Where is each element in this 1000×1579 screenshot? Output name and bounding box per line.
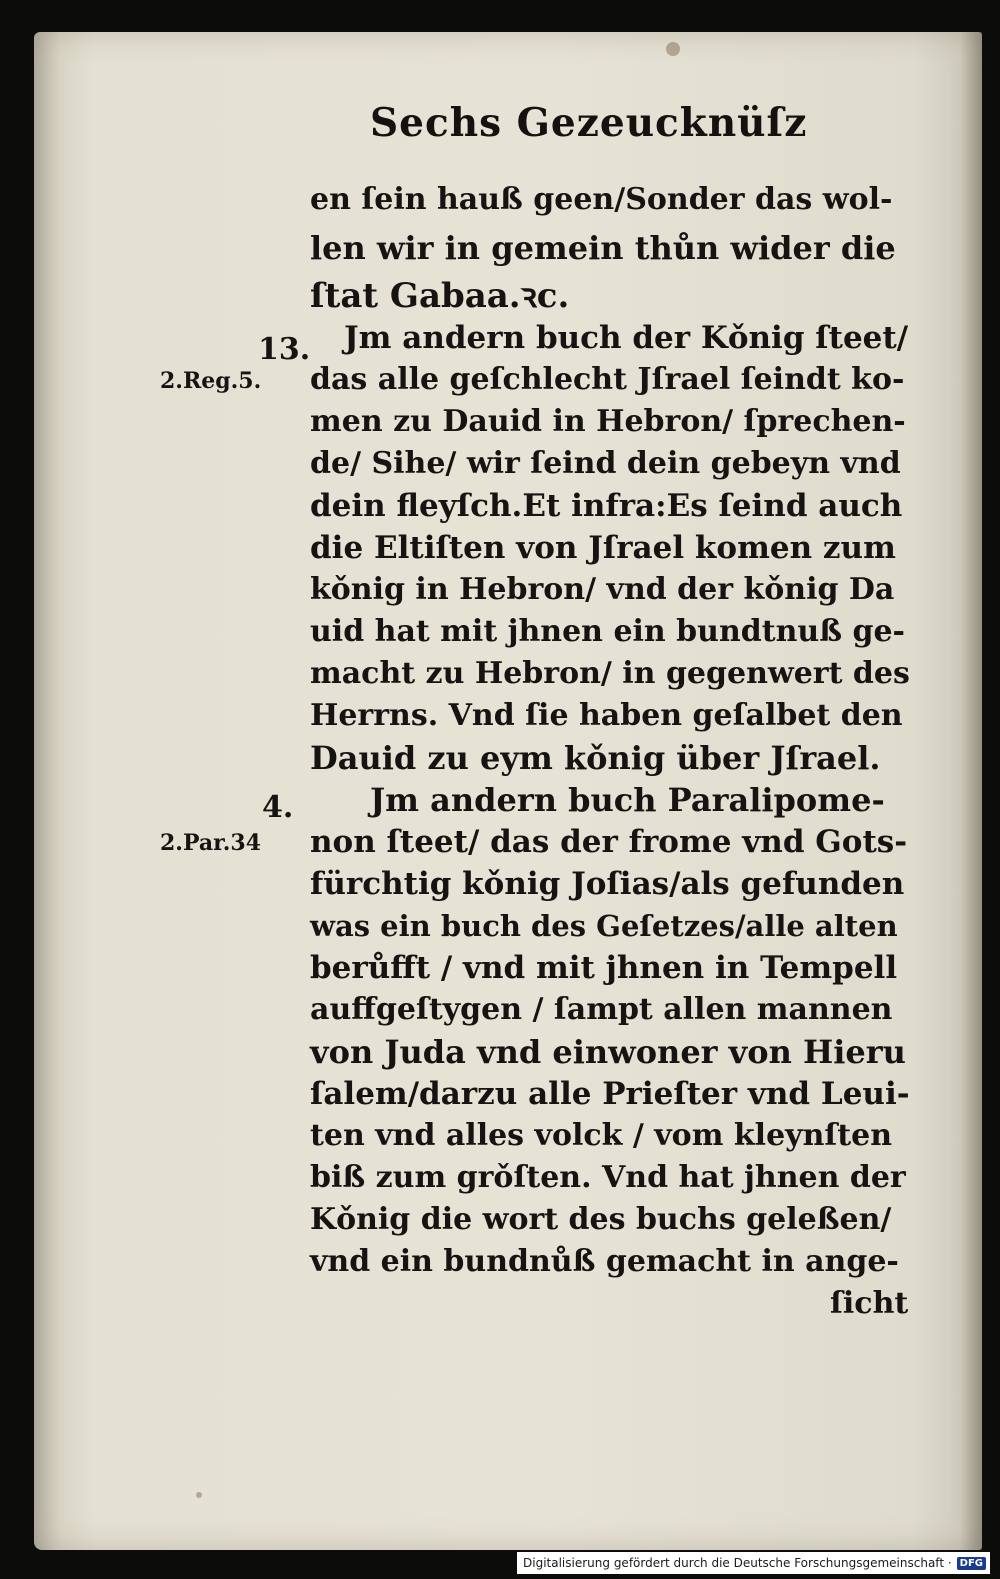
text-line: macht zu Hebron/ in gegenwert des bbox=[310, 656, 910, 691]
text-line: die Eltiſten von Jſrael komen zum bbox=[310, 530, 896, 566]
text-line: Jm andern buch der Kǒnig ſteet/ bbox=[344, 320, 909, 356]
catchword: ſicht bbox=[830, 1286, 909, 1321]
margin-note-reference-reg: 2.Reg.5. bbox=[160, 368, 262, 394]
margin-note-section-13: 13. bbox=[258, 332, 311, 367]
text-line: non ſteet/ das der frome vnd Gots- bbox=[310, 824, 908, 860]
text-line: vnd ein bundnůß gemacht in ange- bbox=[310, 1244, 899, 1279]
text-line: uid hat mit jhnen ein bundtnuß ge- bbox=[310, 614, 905, 649]
running-header: Sechs Gezeucknüſz bbox=[370, 100, 808, 146]
text-line: berůfft / vnd mit jhnen in Tempell bbox=[310, 950, 898, 986]
margin-note-reference-par: 2.Par.34 bbox=[160, 830, 262, 856]
credit-text: Digitalisierung gefördert durch die Deutsche Forschungsgemeinschaft · bbox=[523, 1556, 952, 1570]
text-line: Jm andern buch Paralipome- bbox=[370, 781, 885, 819]
text-line: ſalem/darzu alle Prieſter vnd Leui- bbox=[310, 1076, 910, 1112]
text-line: ten vnd alles volck / vom kleynſten bbox=[310, 1118, 893, 1153]
text-line: de/ Sihe/ wir ſeind dein gebeyn vnd bbox=[310, 446, 901, 481]
text-line: ſtat Gabaa.ꝛc. bbox=[310, 276, 570, 316]
text-line: men zu Dauid in Hebron/ ſprechen- bbox=[310, 404, 906, 439]
text-line: von Juda vnd einwoner von Hieru bbox=[310, 1033, 906, 1071]
text-line: len wir in gemein thůn wider die bbox=[310, 229, 896, 267]
digitization-credit bbox=[517, 1552, 990, 1574]
margin-note-section-4: 4. bbox=[262, 790, 294, 825]
text-line: en ſein hauß geen/Sonder das wol- bbox=[310, 182, 893, 217]
text-line: das alle geſchlecht Jſrael ſeindt ko- bbox=[310, 362, 905, 397]
text-line: dein fleyſch.Et infra:Es ſeind auch bbox=[310, 488, 903, 524]
text-line: Kǒnig die wort des buchs geleßen/ bbox=[310, 1202, 892, 1237]
text-line: Dauid zu eym kǒnig über Jſrael. bbox=[310, 739, 881, 777]
page-edge-shadow bbox=[960, 32, 982, 1550]
ink-stain bbox=[666, 42, 680, 56]
text-line: auffgeſtygen / ſampt allen mannen bbox=[310, 992, 893, 1027]
text-line: was ein buch des Geſetzes/alle alten bbox=[310, 909, 898, 943]
text-line: kǒnig in Hebron/ vnd der kǒnig Da bbox=[310, 572, 895, 607]
ink-stain bbox=[196, 1492, 202, 1498]
dfg-logo: DFG bbox=[957, 1557, 986, 1570]
text-line: biß zum grǒſten. Vnd hat jhnen der bbox=[310, 1160, 906, 1195]
text-line: Herrns. Vnd ſie haben geſalbet den bbox=[310, 698, 903, 733]
text-line: fürchtig kǒnig Joſias/als gefunden bbox=[310, 866, 905, 902]
